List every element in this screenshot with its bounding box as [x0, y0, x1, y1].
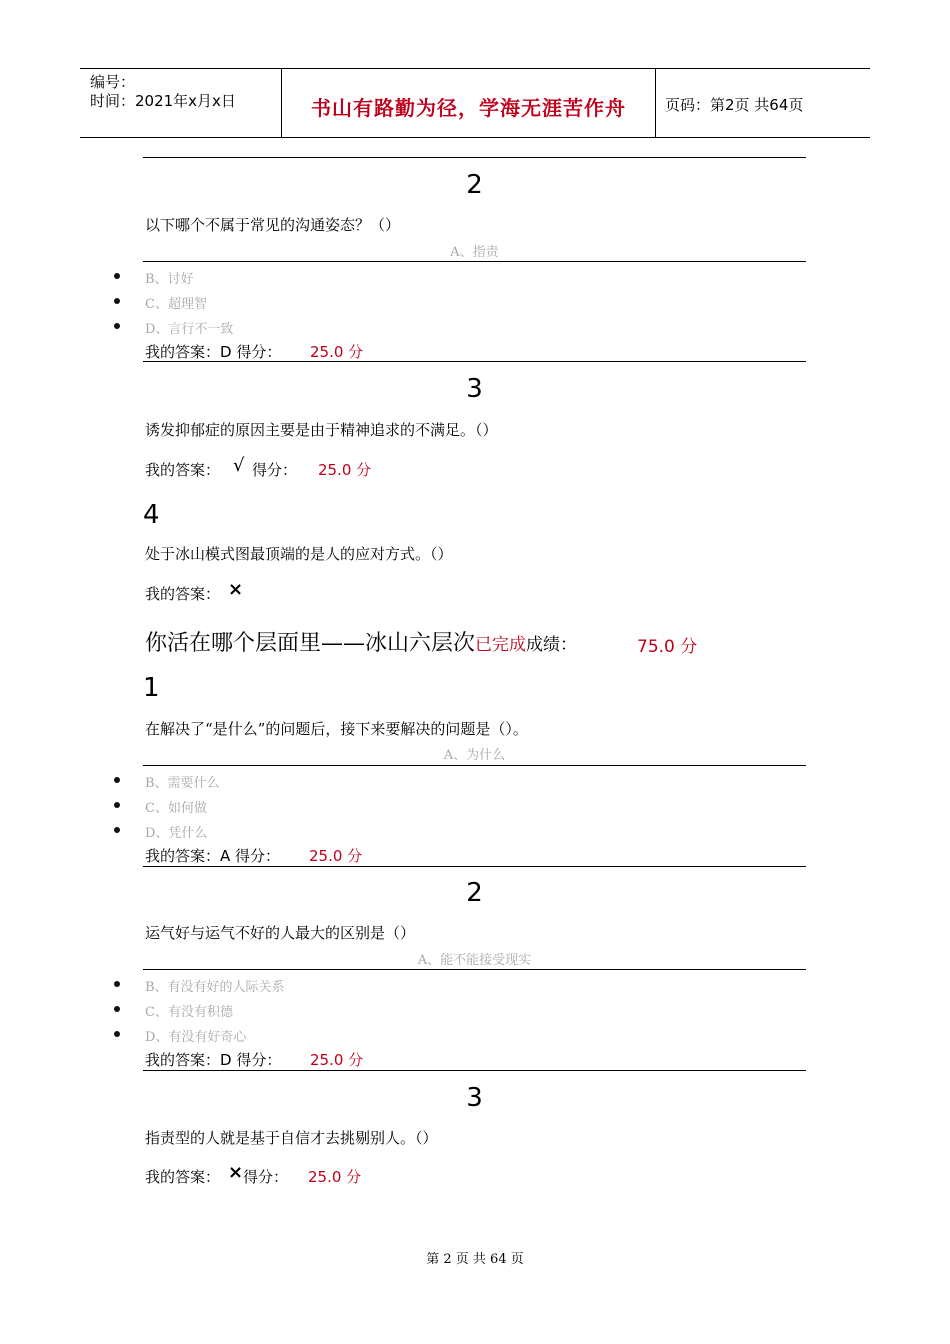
option-d: D、言行不一致	[145, 322, 234, 337]
question-text: 运气好与运气不好的人最大的区别是（）	[145, 924, 416, 942]
answer-score: 25.0 分	[308, 1168, 362, 1186]
question-number: 2	[466, 878, 483, 908]
option-c: C、超理智	[145, 297, 207, 312]
option-d: D、有没有好奇心	[145, 1030, 247, 1045]
score-label: 成绩：	[526, 635, 578, 655]
my-answer: 我的答案：	[145, 461, 221, 479]
question-text: 处于冰山模式图最顶端的是人的应对方式。（）	[145, 545, 453, 563]
check-mark-icon: √	[233, 455, 245, 476]
divider	[143, 157, 806, 158]
bullet-icon	[114, 802, 120, 808]
document-number-label: 编号：	[90, 73, 136, 91]
bullet-icon	[114, 981, 120, 987]
divider	[143, 866, 806, 867]
header-page-cell	[656, 69, 870, 137]
header-motto-cell	[281, 69, 656, 137]
bullet-icon	[114, 273, 120, 279]
question-text: 诱发抑郁症的原因主要是由于精神追求的不满足。（）	[145, 421, 498, 439]
question-number: 2	[466, 170, 483, 200]
my-answer: 我的答案：D 得分：	[145, 1051, 282, 1069]
my-answer: 我的答案：	[145, 585, 221, 603]
question-number: 1	[143, 673, 160, 703]
question-text: 指责型的人就是基于自信才去挑剔别人。（）	[145, 1129, 438, 1147]
my-answer: 我的答案：	[145, 1168, 221, 1186]
option-a: A、能不能接受现实	[417, 953, 532, 968]
header-page-number: 页码：第2页 共64页	[665, 96, 804, 114]
divider	[143, 1070, 806, 1071]
cross-mark-icon: ×	[228, 579, 244, 600]
document-date: 时间：2021年x月x日	[90, 92, 236, 110]
cross-mark-icon: ×	[228, 1162, 244, 1183]
answer-score: 25.0 分	[309, 847, 363, 865]
question-text: 在解决了“是什么”的问题后，接下来要解决的问题是（）。	[145, 720, 528, 738]
status-badge: 已完成	[475, 635, 527, 655]
my-answer: 我的答案：A 得分：	[145, 847, 281, 865]
bullet-icon	[114, 298, 120, 304]
option-c: C、如何做	[145, 801, 207, 816]
section-title-row	[145, 626, 698, 657]
page-header	[80, 68, 870, 138]
option-d: D、凭什么	[145, 826, 208, 841]
header-motto: 书山有路勤为径，学海无涯苦作舟	[311, 96, 626, 120]
answer-score: 25.0 分	[310, 1051, 364, 1069]
answer-score: 25.0 分	[318, 461, 372, 479]
section-title: 你活在哪个层面里——冰山六层次	[145, 631, 476, 656]
score-label: 得分：	[252, 461, 298, 479]
score-label: 得分：	[243, 1168, 289, 1186]
divider	[143, 361, 806, 362]
bullet-icon	[114, 777, 120, 783]
header-meta-cell	[80, 69, 281, 137]
bullet-icon	[114, 827, 120, 833]
question-text: 以下哪个不属于常见的沟通姿态？（）	[145, 216, 401, 234]
option-a: A、指责	[450, 245, 499, 260]
bullet-icon	[114, 1031, 120, 1037]
option-a: A、为什么	[443, 748, 506, 763]
option-b: B、讨好	[145, 272, 194, 287]
option-b: B、有没有好的人际关系	[145, 980, 285, 995]
divider	[143, 765, 806, 766]
answer-score: 25.0 分	[310, 343, 364, 361]
page-footer: 第 2 页 共 64 页	[426, 1252, 524, 1267]
divider	[143, 969, 806, 970]
question-number: 3	[466, 1083, 483, 1113]
option-b: B、需要什么	[145, 776, 220, 791]
question-number: 4	[143, 500, 160, 530]
section-score: 75.0 分	[637, 637, 698, 657]
option-c: C、有没有积德	[145, 1005, 233, 1020]
divider	[143, 261, 806, 262]
question-number: 3	[466, 374, 483, 404]
my-answer: 我的答案：D 得分：	[145, 343, 282, 361]
bullet-icon	[114, 1006, 120, 1012]
bullet-icon	[114, 323, 120, 329]
